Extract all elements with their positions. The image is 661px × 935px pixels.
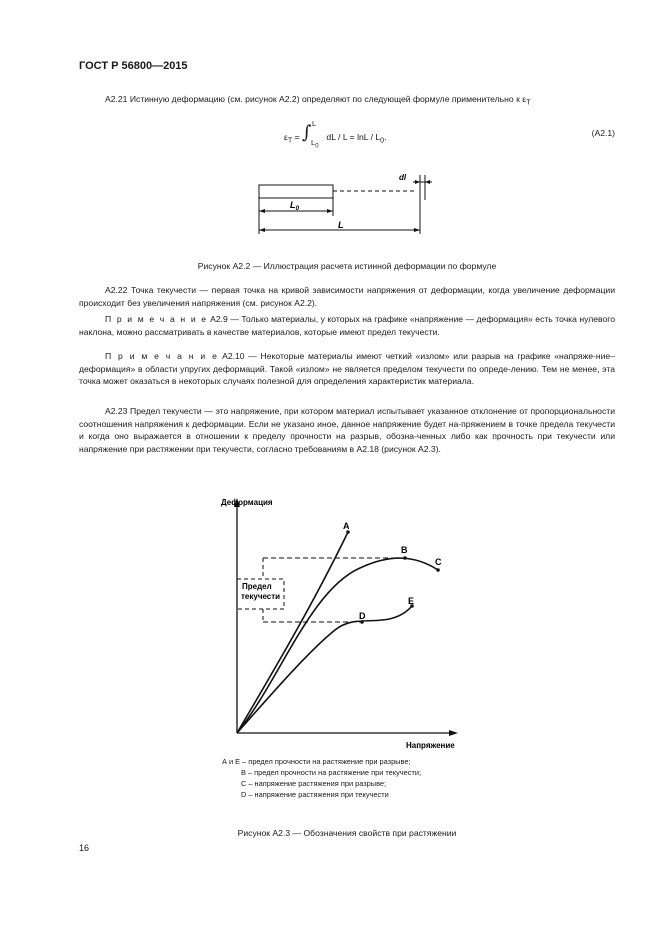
figure-a2-2-caption: Рисунок А2.2 — Иллюстрация расчета истинной деформации по формуле xyxy=(197,261,497,271)
note-a2-9-label: П р и м е ч а н и е xyxy=(105,314,208,324)
point-d-label: D xyxy=(359,611,366,621)
page-number: 16 xyxy=(79,843,90,853)
specimen-initial xyxy=(259,185,333,198)
paragraph-a2-23: А2.23 Предел текучести — это напряжение, при котором материал испытывает указанное отклонение от пропорциональности соотношения напряжения к деформации. Если не указано иное, данное напряжение будет на-пряжением в точке предела текучести и когда оно выражается в отношении к пределу прочности на разрыв, обозна-ченных либо как прочность при текучести или напряжение при растяжении при текучести, согласно требованиям в А2.18 (рисунок А2.3). xyxy=(79,406,615,454)
label-l: L xyxy=(338,220,344,230)
point-b-marker xyxy=(403,556,407,560)
y-axis-label: Деформация xyxy=(221,498,273,507)
figure-a2-3-legend xyxy=(222,756,421,800)
note-a2-10 xyxy=(79,350,615,388)
point-b-label: B xyxy=(401,545,408,555)
formula-number: (А2.1) xyxy=(591,128,615,138)
legend-item: B – предел прочности на растяжение при текучести; xyxy=(241,768,422,777)
dl-arrow-right xyxy=(425,180,430,184)
yield-label-line2: текучести xyxy=(241,592,281,601)
note-a2-10-label: П р и м е ч а н и е xyxy=(105,351,219,361)
l0-arrow-right xyxy=(327,209,333,213)
curve-de xyxy=(237,606,412,733)
l0-arrow-left xyxy=(259,209,265,213)
yield-label-line1: Предел xyxy=(242,582,272,591)
formula-row xyxy=(79,119,615,152)
true-strain-symbol: $\varepsilon_T$ xyxy=(522,94,531,107)
l-arrow-right xyxy=(414,228,420,232)
formula-true-strain: $\varepsilon_T$ = ∫ L $L_0$ dL / $L = \ln L / L_0$. xyxy=(284,119,387,150)
point-c-label: C xyxy=(435,557,442,567)
integral-sign: ∫ L $L_0$ xyxy=(302,119,319,150)
l-arrow-left xyxy=(259,228,265,232)
legend-item: C – напряжение растяжения при разрыве; xyxy=(241,779,387,788)
paragraph-a2-21-text: А2.21 Истинную деформацию (см. рисунок А2.2) определяют по следующей формуле применительно к xyxy=(105,94,520,104)
document-header: ГОСТ Р 56800—2015 xyxy=(79,60,188,72)
label-l0: $L_0$ xyxy=(290,200,300,212)
paragraph-a2-21 xyxy=(79,93,615,109)
x-axis-arrow xyxy=(449,730,458,736)
note-a2-9 xyxy=(79,313,615,338)
figure-a2-2 xyxy=(250,170,440,240)
note-a2-10-text: А2.10 — Некоторые материалы имеют четкий «излом» или разрыв на графике «напряже-ние–деформация» в области упругих деформаций. Такой «излом» не является пределом текучести по опреде-лению. Тем не менее, эта точка может оказаться в некоторых случаях полезной для определения характеристик материала. xyxy=(79,351,615,387)
note-a2-9-text: А2.9 — Только материалы, у которых на графике «напряжение — деформация» есть точка нулевого наклона, можно рассматривать в качестве материалов, которые имеют предел текучести. xyxy=(79,314,615,337)
point-e-label: E xyxy=(408,596,415,606)
point-a-label: A xyxy=(343,521,350,531)
point-c-marker xyxy=(436,568,440,572)
figure-a2-3-caption: Рисунок А2.3 — Обозначения свойств при растяжении xyxy=(237,828,457,838)
paragraph-a2-22: А2.22 Точка текучести — первая точка на кривой зависимости напряжения от деформации, когда увеличение деформации происходит без увеличения напряжения (см. рисунок А2.2). xyxy=(79,285,615,308)
dl-arrow-left xyxy=(415,180,420,184)
figure-a2-3 xyxy=(200,490,480,755)
legend-item: D – напряжение растяжения при текучести xyxy=(241,790,389,799)
x-axis-label: Напряжение xyxy=(406,741,455,750)
label-dl: dl xyxy=(399,173,407,182)
legend-item: А и Е – предел прочности на растяжение при разрыве; xyxy=(222,757,411,766)
